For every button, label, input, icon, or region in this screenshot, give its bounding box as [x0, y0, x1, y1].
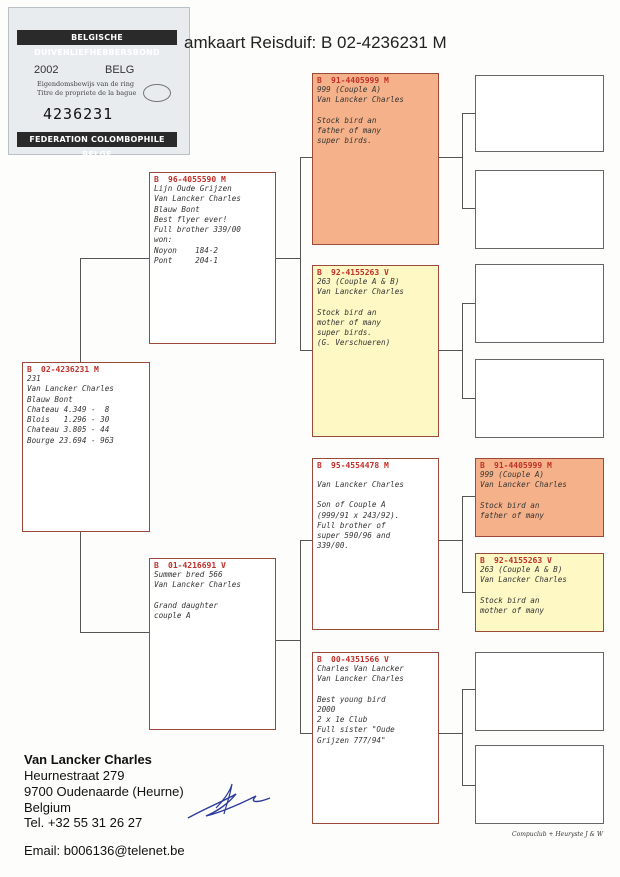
pedigree-line: Stock bird an — [317, 307, 377, 317]
great-grandparent-empty — [475, 264, 604, 343]
pedigree-line — [317, 490, 434, 500]
ring-header — [480, 556, 599, 565]
connector — [462, 303, 463, 398]
ring-band-top: BELGISCHE DUIVENLIEFHEBBERSBOND — [17, 30, 177, 45]
ring-ownership-fr: Titre de propriete de la bague — [37, 89, 137, 97]
connector — [300, 540, 301, 733]
ring-country: B — [317, 268, 322, 277]
connector — [276, 640, 300, 641]
pedigree-line: 263 (Couple A & B) — [317, 277, 400, 286]
ring-band-bottom: FEDERATION COLOMBOPHILE BELGE — [17, 132, 177, 147]
dam-sire-card — [312, 458, 439, 630]
connector — [462, 208, 475, 209]
owner-email: Email: b006136@telenet.be — [24, 843, 185, 859]
pedigree-line: super birds. — [317, 328, 372, 337]
ring-ownership-nl: Eigendomsbewijs van de ring — [37, 80, 135, 88]
connector — [300, 157, 312, 158]
connector — [462, 689, 475, 690]
connector — [439, 350, 462, 351]
seal-icon — [143, 84, 171, 102]
dam-card — [149, 558, 276, 730]
pedigree-line: won: — [154, 235, 173, 245]
pedigree-line — [154, 591, 271, 601]
connector — [80, 258, 81, 362]
ring-number: 01-4216691 V — [168, 561, 226, 570]
ring-header — [154, 175, 271, 184]
pedigree-line: couple A — [154, 610, 191, 620]
ring-header — [480, 461, 599, 470]
owner-street: Heurnestraat 279 — [24, 767, 125, 783]
ring-country: B — [480, 556, 485, 565]
pedigree-line: 2000 — [317, 704, 336, 714]
connector — [439, 540, 462, 541]
ring-header — [317, 76, 434, 85]
pedigree-line — [480, 586, 599, 596]
pedigree-line: 231 — [27, 374, 41, 383]
pedigree-line: Full sister "Oude — [317, 725, 395, 735]
pedigree-line — [317, 106, 434, 116]
pedigree-line: Best flyer ever! — [154, 214, 228, 224]
pedigree-line: super birds. — [317, 136, 372, 145]
ring-country: BELG — [105, 64, 135, 76]
sire-dam-card — [312, 265, 439, 437]
pedigree-line: Stock bird an — [480, 500, 540, 510]
ring-number: 96-4055590 M — [168, 175, 226, 184]
pedigree-line: Best young bird — [317, 694, 386, 704]
ring-header — [154, 561, 271, 570]
pedigree-line: Noyon 184-2 — [154, 245, 219, 255]
dam-sire-sire-card — [475, 458, 604, 537]
connector — [80, 532, 81, 632]
pedigree-line: Van Lancker Charles — [154, 194, 241, 204]
connector — [462, 398, 475, 399]
ring-country: B — [480, 461, 485, 470]
pedigree-line: Van Lancker Charles — [480, 575, 567, 585]
pedigree-line: Pont 204-1 — [154, 255, 219, 265]
ring-country: B — [317, 655, 322, 664]
owner-city: 9700 Oudenaarde (Heurne) — [24, 783, 184, 799]
ring-certificate — [8, 7, 190, 159]
pedigree-line: Full brother of — [317, 520, 386, 530]
pedigree-line: 263 (Couple A & B) — [480, 565, 563, 574]
owner-phone: Tel. +32 55 31 26 27 — [24, 815, 143, 831]
connector — [300, 733, 312, 734]
connector — [462, 303, 475, 304]
connector — [462, 689, 463, 785]
connector — [300, 157, 301, 350]
connector — [462, 113, 463, 208]
connector — [439, 157, 462, 158]
great-grandparent-empty — [475, 75, 604, 152]
ring-header — [317, 268, 434, 277]
pedigree-line: (G. Verschueren) — [317, 338, 391, 348]
pedigree-line: 999 (Couple A) — [317, 85, 382, 94]
pedigree-line: Van Lancker Charles — [317, 95, 404, 105]
pedigree-line: Bourge 23.694 - 963 — [27, 435, 114, 445]
great-grandparent-empty — [475, 652, 604, 731]
pedigree-line: super 590/96 and — [317, 531, 391, 540]
pedigree-line: Grijzen 777/94" — [317, 735, 386, 745]
connector — [300, 350, 312, 351]
ring-country: B — [317, 76, 322, 85]
signature — [186, 778, 276, 828]
connector — [300, 540, 312, 541]
pedigree-line — [317, 298, 434, 308]
pedigree-line: father of many — [480, 510, 545, 520]
connector — [80, 632, 149, 633]
ring-number: 95-4554478 M — [331, 461, 389, 470]
pedigree-line — [480, 491, 599, 501]
pedigree-line: Summer bred 566 — [154, 570, 223, 579]
owner-name: Van Lancker Charles — [24, 752, 152, 767]
pedigree-line: Van Lancker Charles — [317, 480, 404, 489]
connector — [462, 496, 463, 592]
owner-country: Belgium — [24, 799, 71, 815]
pedigree-line: Son of Couple A — [317, 500, 386, 510]
ring-number: 91-4405999 M — [331, 76, 389, 85]
pedigree-line: Charles Van Lancker — [317, 664, 404, 673]
connector — [462, 592, 475, 593]
pedigree-line: mother of many — [317, 317, 382, 327]
pedigree-line: Stock bird an — [317, 115, 377, 125]
connector — [80, 258, 149, 259]
pedigree-line: Van Lancker Charles — [154, 580, 241, 590]
pedigree-line: (999/91 x 243/92). — [317, 510, 400, 520]
connector — [462, 113, 475, 114]
ring-country: B — [154, 561, 159, 570]
ring-number: 92-4155263 V — [494, 556, 552, 565]
software-credit: Compuclub + Heuryste J & W — [512, 831, 604, 838]
connector — [276, 258, 300, 259]
ring-number: 02-4236231 M — [41, 365, 99, 374]
ring-header — [317, 655, 434, 664]
connector — [439, 733, 462, 734]
ring-country: B — [317, 461, 322, 470]
connector — [462, 785, 475, 786]
ring-header — [27, 365, 145, 374]
pedigree-line: Van Lancker Charles — [480, 480, 567, 490]
pedigree-line: Blauw Bont — [27, 394, 73, 404]
pedigree-line: Van Lancker Charles — [317, 674, 404, 684]
connector — [462, 496, 475, 497]
dam-sire-dam-card — [475, 553, 604, 632]
ring-number: 4236231 — [43, 105, 114, 123]
pedigree-line: Van Lancker Charles — [27, 384, 114, 394]
pedigree-line — [317, 685, 434, 695]
ring-country: B — [154, 175, 159, 184]
pedigree-line: Chateau 4.349 - 8 — [27, 404, 110, 414]
pedigree-line: Chateau 3.805 - 44 — [27, 425, 110, 435]
owner-contact — [24, 752, 185, 859]
pedigree-line: mother of many — [480, 605, 545, 615]
pedigree-line: Grand daughter — [154, 600, 219, 610]
dam-dam-card — [312, 652, 439, 824]
pedigree-line: Full brother 339/00 — [154, 225, 241, 234]
ring-header — [317, 461, 434, 470]
great-grandparent-empty — [475, 170, 604, 249]
pedigree-line: Blauw Bont — [154, 204, 200, 214]
great-grandparent-empty — [475, 745, 604, 824]
pedigree-line: Van Lancker Charles — [317, 287, 404, 297]
sire-card — [149, 172, 276, 344]
ring-number: 92-4155263 V — [331, 268, 389, 277]
pedigree-line: Stock bird an — [480, 595, 540, 605]
sire-sire-card — [312, 73, 439, 245]
pedigree-line: Lijn Oude Grijzen — [154, 184, 232, 193]
subject-pigeon-card — [22, 362, 150, 532]
ring-country: B — [27, 365, 32, 374]
ring-number: 91-4405999 M — [494, 461, 552, 470]
pedigree-line: father of many — [317, 125, 382, 135]
pedigree-line: Blois 1.296 - 30 — [27, 415, 110, 424]
page-title: amkaart Reisduif: B 02-4236231 M — [184, 33, 447, 52]
pedigree-line: 999 (Couple A) — [480, 470, 545, 479]
great-grandparent-empty — [475, 359, 604, 438]
ring-number: 00-4351566 V — [331, 655, 389, 664]
pedigree-line — [317, 470, 434, 480]
pedigree-line: 339/00. — [317, 541, 350, 551]
ring-year: 2002 — [34, 64, 59, 76]
pedigree-line: 2 x 1e Club — [317, 715, 368, 724]
